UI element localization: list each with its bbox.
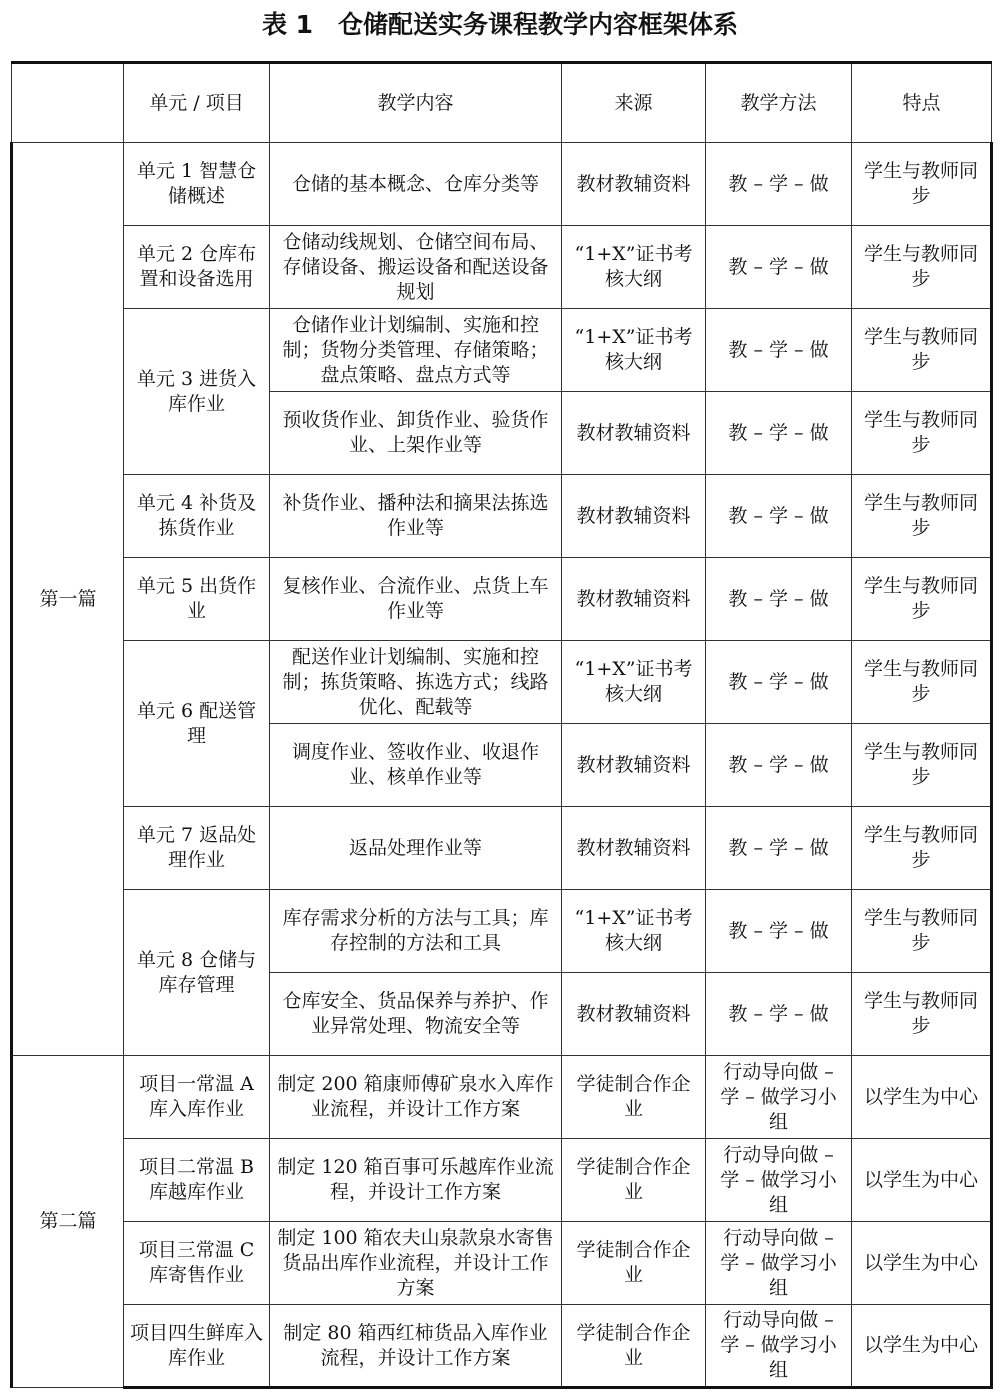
source-cell: 学徒制合作企业: [562, 1139, 706, 1222]
content-cell: 返品处理作业等: [270, 807, 562, 890]
unit-cell: 单元 2 仓库布置和设备选用: [124, 226, 270, 309]
feature-cell: 学生与教师同步: [852, 641, 992, 724]
table-row: [12, 143, 992, 226]
source-cell: 学徒制合作企业: [562, 1222, 706, 1305]
method-cell: 教 – 学 – 做: [706, 226, 852, 309]
table-row: [12, 1305, 992, 1388]
method-cell: 教 – 学 – 做: [706, 724, 852, 807]
unit-cell: 单元 5 出货作业: [124, 558, 270, 641]
content-cell: 调度作业、签收作业、收退作业、核单作业等: [270, 724, 562, 807]
unit-cell: 单元 4 补货及拣货作业: [124, 475, 270, 558]
unit-cell: 项目四生鲜库入库作业: [124, 1305, 270, 1388]
feature-cell: 学生与教师同步: [852, 807, 992, 890]
table-row: [12, 1222, 992, 1305]
content-cell: 仓储动线规划、仓储空间布局、存储设备、搬运设备和配送设备规划: [270, 226, 562, 309]
source-cell: 学徒制合作企业: [562, 1305, 706, 1388]
content-cell: 仓储作业计划编制、实施和控制；货物分类管理、存储策略；盘点策略、盘点方式等: [270, 309, 562, 392]
table-row: [12, 475, 992, 558]
feature-cell: 学生与教师同步: [852, 973, 992, 1056]
unit-cell: 单元 3 进货入库作业: [124, 309, 270, 475]
table-row: [12, 309, 992, 392]
feature-cell: 学生与教师同步: [852, 890, 992, 973]
feature-cell: 学生与教师同步: [852, 226, 992, 309]
source-cell: 教材教辅资料: [562, 558, 706, 641]
source-cell: “1+X”证书考核大纲: [562, 226, 706, 309]
method-cell: 教 – 学 – 做: [706, 807, 852, 890]
header-cell: [12, 63, 124, 143]
source-cell: 学徒制合作企业: [562, 1056, 706, 1139]
source-cell: 教材教辅资料: [562, 475, 706, 558]
content-cell: 制定 80 箱西红柿货品入库作业流程，并设计工作方案: [270, 1305, 562, 1388]
course-framework-table: [10, 61, 993, 1389]
unit-cell: 项目二常温 B 库越库作业: [124, 1139, 270, 1222]
method-cell: 行动导向做 – 学 – 做学习小组: [706, 1305, 852, 1388]
table-row: [12, 807, 992, 890]
method-cell: 行动导向做 – 学 – 做学习小组: [706, 1222, 852, 1305]
source-cell: 教材教辅资料: [562, 807, 706, 890]
method-cell: 教 – 学 – 做: [706, 890, 852, 973]
content-cell: 仓库安全、货品保养与养护、作业异常处理、物流安全等: [270, 973, 562, 1056]
header-cell: 单元 / 项目: [124, 63, 270, 143]
content-cell: 库存需求分析的方法与工具；库存控制的方法和工具: [270, 890, 562, 973]
header-cell: 特点: [852, 63, 992, 143]
feature-cell: 学生与教师同步: [852, 309, 992, 392]
unit-cell: 单元 6 配送管理: [124, 641, 270, 807]
content-cell: 配送作业计划编制、实施和控制；拣货策略、拣选方式；线路优化、配载等: [270, 641, 562, 724]
header-cell: 教学内容: [270, 63, 562, 143]
table-row: [12, 1139, 992, 1222]
feature-cell: 以学生为中心: [852, 1305, 992, 1388]
source-cell: 教材教辅资料: [562, 392, 706, 475]
feature-cell: 学生与教师同步: [852, 724, 992, 807]
part-label: 第二篇: [12, 1056, 124, 1388]
method-cell: 教 – 学 – 做: [706, 309, 852, 392]
table-title: 表 1 仓储配送实务课程教学内容框架体系: [261, 10, 739, 39]
feature-cell: 以学生为中心: [852, 1139, 992, 1222]
unit-cell: 单元 7 返品处理作业: [124, 807, 270, 890]
unit-cell: 单元 1 智慧仓储概述: [124, 143, 270, 226]
source-cell: 教材教辅资料: [562, 973, 706, 1056]
method-cell: 教 – 学 – 做: [706, 973, 852, 1056]
feature-cell: 以学生为中心: [852, 1056, 992, 1139]
feature-cell: 学生与教师同步: [852, 392, 992, 475]
header-cell: 教学方法: [706, 63, 852, 143]
header-cell: 来源: [562, 63, 706, 143]
content-cell: 仓储的基本概念、仓库分类等: [270, 143, 562, 226]
feature-cell: 学生与教师同步: [852, 558, 992, 641]
method-cell: 行动导向做 – 学 – 做学习小组: [706, 1056, 852, 1139]
table-row: [12, 1056, 992, 1139]
table-row: [12, 890, 992, 973]
content-cell: 制定 100 箱农夫山泉款泉水寄售货品出库作业流程，并设计工作方案: [270, 1222, 562, 1305]
feature-cell: 学生与教师同步: [852, 143, 992, 226]
method-cell: 教 – 学 – 做: [706, 392, 852, 475]
content-cell: 预收货作业、卸货作业、验货作业、上架作业等: [270, 392, 562, 475]
table-row: [12, 558, 992, 641]
source-cell: 教材教辅资料: [562, 143, 706, 226]
content-cell: 制定 120 箱百事可乐越库作业流程，并设计工作方案: [270, 1139, 562, 1222]
unit-cell: 项目一常温 A 库入库作业: [124, 1056, 270, 1139]
unit-cell: 项目三常温 C 库寄售作业: [124, 1222, 270, 1305]
content-cell: 复核作业、合流作业、点货上车作业等: [270, 558, 562, 641]
source-cell: 教材教辅资料: [562, 724, 706, 807]
source-cell: “1+X”证书考核大纲: [562, 890, 706, 973]
unit-cell: 单元 8 仓储与库存管理: [124, 890, 270, 1056]
feature-cell: 学生与教师同步: [852, 475, 992, 558]
method-cell: 教 – 学 – 做: [706, 641, 852, 724]
source-cell: “1+X”证书考核大纲: [562, 641, 706, 724]
part-label: 第一篇: [12, 143, 124, 1056]
method-cell: 教 – 学 – 做: [706, 558, 852, 641]
header-row: [12, 63, 992, 143]
table-row: [12, 226, 992, 309]
table-row: [12, 641, 992, 724]
method-cell: 教 – 学 – 做: [706, 143, 852, 226]
content-cell: 制定 200 箱康师傅矿泉水入库作业流程，并设计工作方案: [270, 1056, 562, 1139]
feature-cell: 以学生为中心: [852, 1222, 992, 1305]
source-cell: “1+X”证书考核大纲: [562, 309, 706, 392]
content-cell: 补货作业、播种法和摘果法拣选作业等: [270, 475, 562, 558]
method-cell: 行动导向做 – 学 – 做学习小组: [706, 1139, 852, 1222]
method-cell: 教 – 学 – 做: [706, 475, 852, 558]
